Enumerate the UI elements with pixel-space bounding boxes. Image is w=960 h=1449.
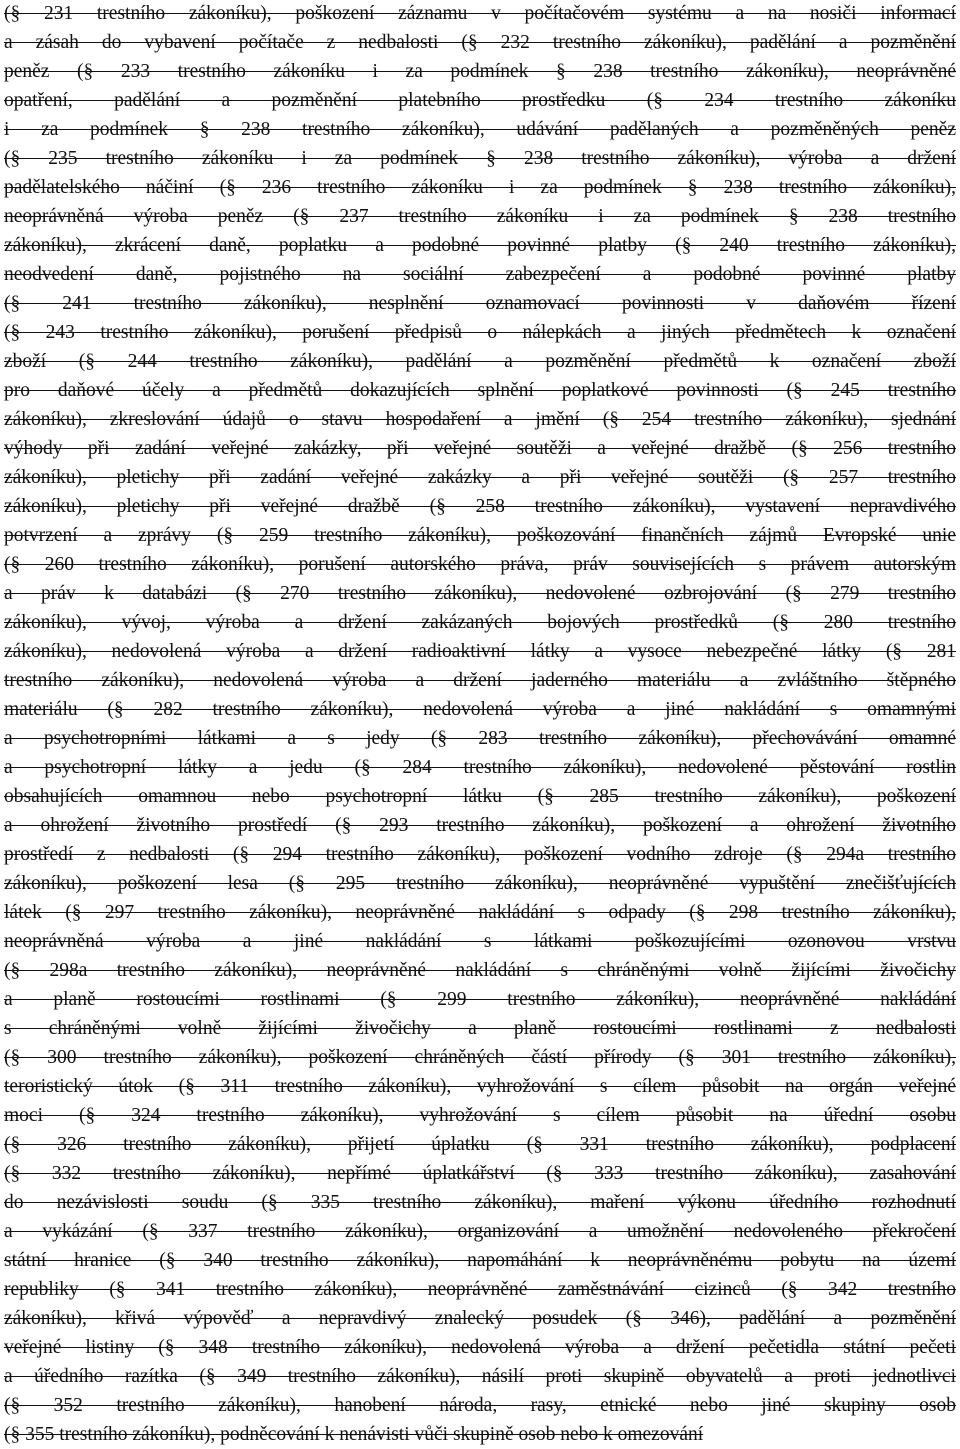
document-line: neodvedení daně, pojistného na sociální zabezpečení a podobné povinné platby bbox=[4, 264, 956, 285]
document-line: zákoníku), zkrácení daně, poplatku a podobné povinné platby (§ 240 trestního zákoníku), bbox=[4, 235, 956, 256]
document-line: republiky (§ 341 trestního zákoníku), neoprávněné zaměstnávání cizinců (§ 342 trestního bbox=[4, 1279, 956, 1300]
document-line: neoprávněná výroba a jiné nakládání s látkami poškozujícími ozonovou vrstvu bbox=[4, 931, 956, 952]
document-line: zákoníku), křivá výpověď a nepravdivý znalecký posudek (§ 346), padělání a pozměnění bbox=[4, 1308, 956, 1329]
document-line: zákoníku), pletichy při veřejné dražbě (§ 258 trestního zákoníku), vystavení nepravdivého bbox=[4, 496, 956, 517]
document-line: prostředí z nedbalosti (§ 294 trestního zákoníku), poškození vodního zdroje (§ 294a trestního bbox=[4, 844, 956, 865]
document-line: zákoníku), poškození lesa (§ 295 trestního zákoníku), neoprávněné vypuštění znečišťujících bbox=[4, 873, 956, 894]
document-line: padělatelského náčiní (§ 236 trestního zákoníku i za podmínek § 238 trestního zákoníku), bbox=[4, 177, 956, 198]
document-line: zákoníku), zkreslování údajů o stavu hospodaření a jmění (§ 254 trestního zákoníku), sjednání bbox=[4, 409, 956, 430]
document-line: trestního zákoníku), nedovolená výroba a držení jaderného materiálu a zvláštního štěpného bbox=[4, 670, 956, 691]
document-line: a vykázání (§ 337 trestního zákoníku), organizování a umožnění nedovoleného překročení bbox=[4, 1221, 956, 1242]
document-line: teroristický útok (§ 311 trestního zákoníku), vyhrožování s cílem působit na orgán veřejné bbox=[4, 1076, 956, 1097]
document-line: výhody při zadání veřejné zakázky, při veřejné soutěži a veřejné dražbě (§ 256 trestního bbox=[4, 438, 956, 459]
document-line: (§ 243 trestního zákoníku), porušení předpisů o nálepkách a jiných předmětech k označení bbox=[4, 322, 956, 343]
document-line: a úředního razítka (§ 349 trestního zákoníku), násilí proti skupině obyvatelů a proti jednotlivci bbox=[4, 1366, 956, 1387]
document-line: (§ 298a trestního zákoníku), neoprávněné nakládání s chráněnými volně žijícími živočichy bbox=[4, 960, 956, 981]
document-line: (§ 235 trestního zákoníku i za podmínek § 238 trestního zákoníku), výroba a držení bbox=[4, 148, 956, 169]
document-line: opatření, padělání a pozměnění platebního prostředku (§ 234 trestního zákoníku bbox=[4, 90, 956, 111]
document-line: (§ 241 trestního zákoníku), nesplnění oznamovací povinnosti v daňovém řízení bbox=[4, 293, 956, 314]
document-line: pro daňové účely a předmětů dokazujících splnění poplatkové povinnosti (§ 245 trestního bbox=[4, 380, 956, 401]
document-line: (§ 326 trestního zákoníku), přijetí úplatku (§ 331 trestního zákoníku), podplacení bbox=[4, 1134, 956, 1155]
document-line: veřejné listiny (§ 348 trestního zákoníku), nedovolená výroba a držení pečetidla státní pečeti bbox=[4, 1337, 956, 1358]
document-line: obsahujících omamnou nebo psychotropní látku (§ 285 trestního zákoníku), poškození bbox=[4, 786, 956, 807]
document-line: (§ 231 trestního zákoníku), poškození záznamu v počítačovém systému a na nosiči informací bbox=[4, 3, 956, 24]
document-line: státní hranice (§ 340 trestního zákoníku), napomáhání k neoprávněnému pobytu na území bbox=[4, 1250, 956, 1271]
document-line: (§ 355 trestního zákoníku), podněcování k nenávisti vůči skupině osob nebo k omezování bbox=[4, 1424, 704, 1445]
document-line: zákoníku), vývoj, výroba a držení zakázaných bojových prostředků (§ 280 trestního bbox=[4, 612, 956, 633]
document-line: zákoníku), pletichy při zadání veřejné zakázky a při veřejné soutěži (§ 257 trestního bbox=[4, 467, 956, 488]
document-line: peněz (§ 233 trestního zákoníku i za podmínek § 238 trestního zákoníku), neoprávněné bbox=[4, 61, 956, 82]
document-line: s chráněnými volně žijícími živočichy a planě rostoucími rostlinami z nedbalosti bbox=[4, 1018, 956, 1039]
document-line: a planě rostoucími rostlinami (§ 299 trestního zákoníku), neoprávněné nakládání bbox=[4, 989, 956, 1010]
document-line: i za podmínek § 238 trestního zákoníku), udávání padělaných a pozměněných peněz bbox=[4, 119, 956, 140]
document-line: (§ 332 trestního zákoníku), nepřímé úplatkářství (§ 333 trestního zákoníku), zasahování bbox=[4, 1163, 956, 1184]
document-line: a zásah do vybavení počítače z nedbalosti (§ 232 trestního zákoníku), padělání a pozměnění bbox=[4, 32, 956, 53]
document-line: (§ 352 trestního zákoníku), hanobení národa, rasy, etnické nebo jiné skupiny osob bbox=[4, 1395, 956, 1416]
document-line: neoprávněná výroba peněz (§ 237 trestního zákoníku i za podmínek § 238 trestního bbox=[4, 206, 956, 227]
document-line: a práv k databázi (§ 270 trestního zákoníku), nedovolené ozbrojování (§ 279 trestního bbox=[4, 583, 956, 604]
document-line: (§ 260 trestního zákoníku), porušení autorského práva, práv souvisejících s právem autorským bbox=[4, 554, 956, 575]
document-line: do nezávislosti soudu (§ 335 trestního zákoníku), maření výkonu úředního rozhodnutí bbox=[4, 1192, 956, 1213]
document-line: moci (§ 324 trestního zákoníku), vyhrožování s cílem působit na úřední osobu bbox=[4, 1105, 956, 1126]
document-line: zákoníku), nedovolená výroba a držení radioaktivní látky a vysoce nebezpečné látky (§ 281 bbox=[4, 641, 956, 662]
document-line: potvrzení a zprávy (§ 259 trestního zákoníku), poškozování finančních zájmů Evropské unie bbox=[4, 525, 956, 546]
document-line: a psychotropní látky a jedu (§ 284 trestního zákoníku), nedovolené pěstování rostlin bbox=[4, 757, 956, 778]
document-line: materiálu (§ 282 trestního zákoníku), nedovolená výroba a jiné nakládání s omamnými bbox=[4, 699, 956, 720]
document-line: látek (§ 297 trestního zákoníku), neoprávněné nakládání s odpady (§ 298 trestního zákoníku), bbox=[4, 902, 956, 923]
document-line: a ohrožení životního prostředí (§ 293 trestního zákoníku), poškození a ohrožení životního bbox=[4, 815, 956, 836]
document-line: (§ 300 trestního zákoníku), poškození chráněných částí přírody (§ 301 trestního zákoníku), bbox=[4, 1047, 956, 1068]
document-line: zboží (§ 244 trestního zákoníku), padělání a pozměnění předmětů k označení zboží bbox=[4, 351, 956, 372]
document-line: a psychotropními látkami a s jedy (§ 283 trestního zákoníku), přechovávání omamné bbox=[4, 728, 956, 749]
